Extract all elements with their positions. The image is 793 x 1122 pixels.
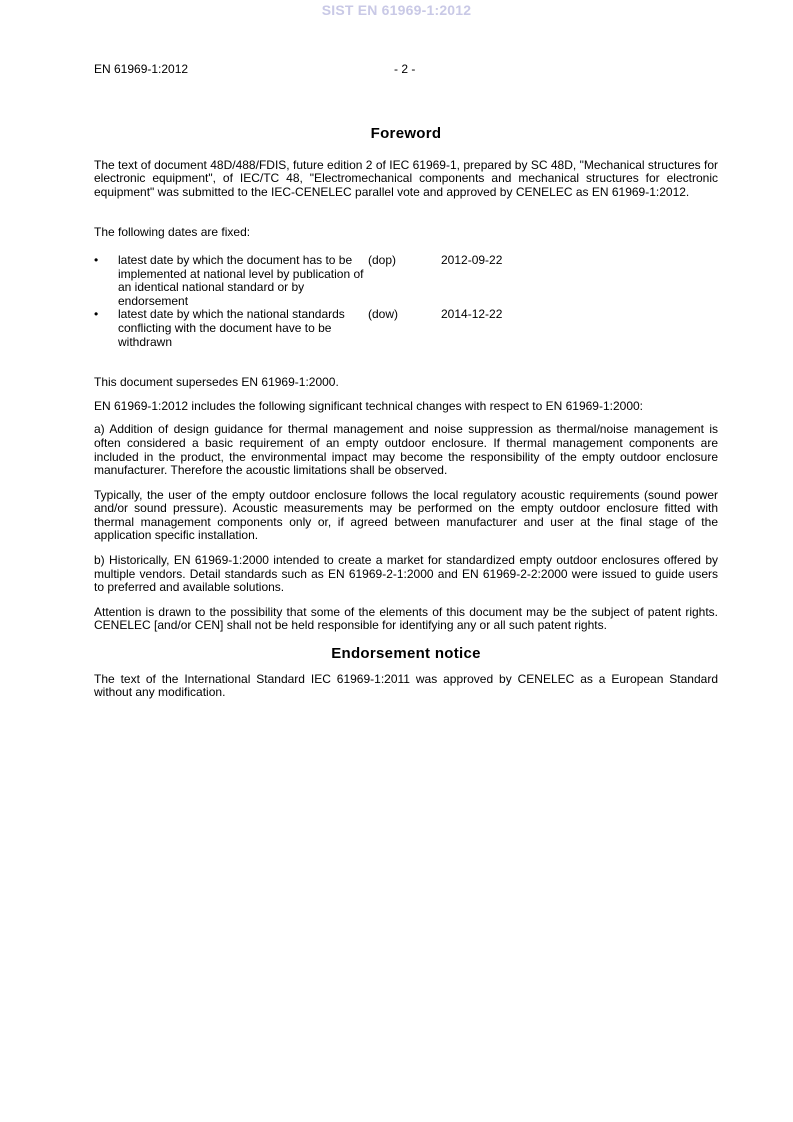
dates-row-code: (dop) — [368, 252, 397, 267]
dates-row-text: latest date by which the national standards conflicting with the document have to be withdrawn — [118, 307, 345, 349]
endorsement-title: Endorsement notice — [331, 645, 481, 663]
supersedes-paragraph: This document supersedes EN 61969-1:2000. — [94, 375, 339, 390]
patent-paragraph: Attention is drawn to the possibility that some of the elements of this document may be the subject of patent rights. CENELEC [and/or CEN] shall not be held responsible for identifying any or all such patent rights. — [94, 604, 718, 633]
dates-intro: The following dates are fixed: — [94, 225, 251, 240]
bullet: • — [94, 252, 99, 267]
dates-row-text: latest date by which the document has to be implemented at national level by publication of an identical national standard or by endorsement — [118, 252, 364, 308]
dates-row-dop — [94, 254, 541, 308]
page-header — [94, 62, 718, 78]
dates-table — [94, 254, 541, 349]
header-standard-number: EN 61969-1:2012 — [94, 62, 189, 76]
page-number: - 2 - — [394, 62, 416, 76]
dates-row-code: (dow) — [368, 307, 399, 322]
change-b-paragraph: b) Historically, EN 61969-1:2000 intended to create a market for standardized empty outdoor enclosures offered by multiple vendors. Detail standards such as EN 61969-2-1:2000 and EN 61969-2-2:2000 were issued to guide users to preferred and available solutions. — [94, 553, 718, 595]
acoustic-paragraph: Typically, the user of the empty outdoor enclosure follows the local regulatory acoustic requirements (sound power and/or sound pressure). Acoustic measurements may be performed on the empty outdoor enclosure fitted with thermal management components only or, if agreed between manufacturer and user at the final stage of the application specific installation. — [94, 487, 718, 543]
foreword-title: Foreword — [370, 125, 442, 142]
dates-row-date: 2012-09-22 — [441, 252, 503, 267]
document-body — [94, 127, 718, 700]
dates-row-dow — [94, 308, 541, 349]
changes-intro: EN 61969-1:2012 includes the following significant technical changes with respect to EN 61969-1:2000: — [94, 398, 644, 413]
change-a-paragraph: a) Addition of design guidance for thermal management and noise suppression as thermal/noise management is often considered a basic requirement of an empty outdoor enclosure. If thermal management components are included in the product, the environmental impact may become the responsibility of the empty outdoor enclosure manufacturer. Therefore the acoustic limitations shall be observed. — [94, 422, 718, 478]
bullet: • — [94, 307, 99, 322]
foreword-intro: The text of document 48D/488/FDIS, future edition 2 of IEC 61969-1, prepared by SC 48D, "Mechanical structures for electronic equipment", of IEC/TC 48, "Electromechanical components and mechanical structures for electronic equipment" was submitted to the IEC-CENELEC parallel vote and approved by CENELEC as EN 61969-1:2012. — [94, 157, 718, 199]
endorsement-text: The text of the International Standard IEC 61969-1:2011 was approved by CENELEC as a European Standard without any modification. — [94, 671, 718, 700]
watermark: SIST EN 61969-1:2012 — [321, 2, 472, 18]
dates-row-date: 2014-12-22 — [441, 307, 503, 322]
